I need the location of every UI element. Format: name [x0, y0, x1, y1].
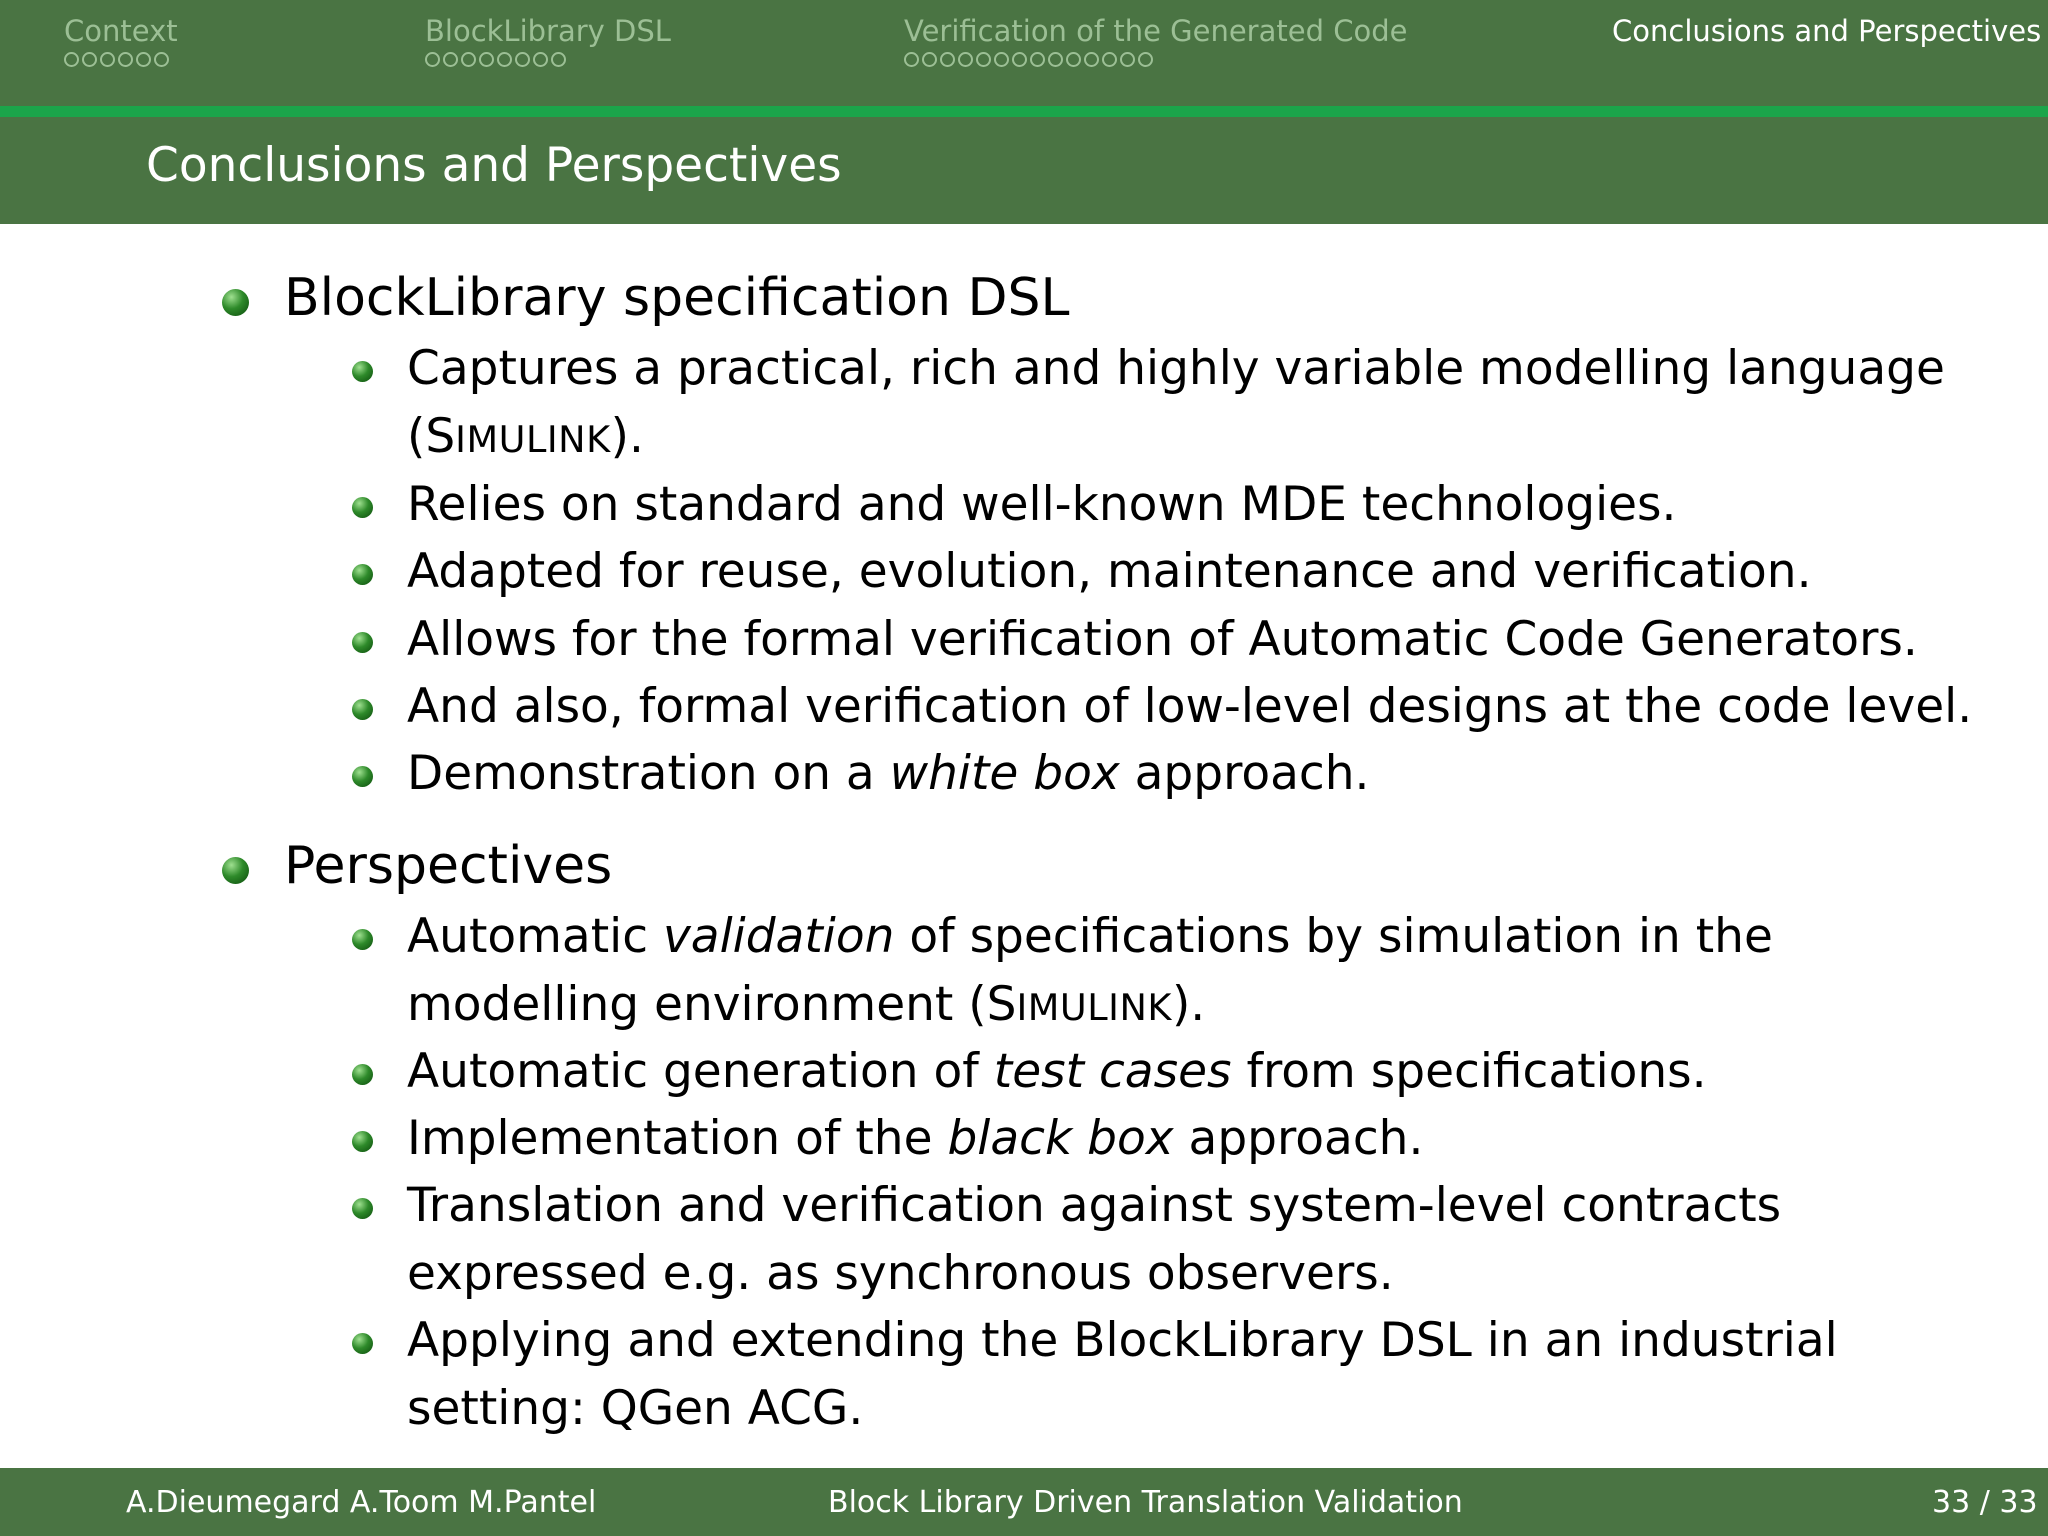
nav-section-label: Conclusions and Perspectives: [1612, 14, 2042, 48]
list-item: [407, 903, 1773, 1042]
text-segment: approach.: [1173, 1111, 1424, 1166]
nav-dot[interactable]: [1138, 52, 1153, 67]
nav-dot[interactable]: [479, 52, 494, 67]
nav-dot[interactable]: [1102, 52, 1117, 67]
nav-dot[interactable]: [1012, 52, 1027, 67]
list-item-line: Captures a practical, rich and highly variable modelling language: [407, 341, 1945, 396]
bullet-icon: [352, 1198, 373, 1219]
nav-dot[interactable]: [497, 52, 512, 67]
nav-dot[interactable]: [118, 52, 133, 67]
page-number: 33 / 33: [1932, 1485, 2038, 1520]
nav-dot[interactable]: [533, 52, 548, 67]
nav-dot[interactable]: [100, 52, 115, 67]
nav-dots: [425, 52, 671, 67]
nav-dot[interactable]: [425, 52, 440, 67]
list-item: [407, 1307, 1838, 1443]
bullet-icon: [352, 929, 373, 950]
nav-dot[interactable]: [136, 52, 151, 67]
nav-dots: [64, 52, 178, 67]
nav-section-blocklibrary-dsl[interactable]: [425, 14, 671, 67]
small-caps-text: IMULINK: [1016, 986, 1172, 1029]
emphasis-text: black box: [947, 1111, 1174, 1166]
nav-dot[interactable]: [515, 52, 530, 67]
bullet-icon: [352, 361, 373, 382]
nav-section-label: BlockLibrary DSL: [425, 14, 671, 48]
emphasis-text: test cases: [993, 1044, 1232, 1099]
list-item-line: [407, 971, 1773, 1042]
nav-dot[interactable]: [958, 52, 973, 67]
bullet-icon: [352, 1064, 373, 1085]
nav-dot[interactable]: [1048, 52, 1063, 67]
nav-section-label: Context: [64, 14, 178, 48]
list-item-line: setting: QGen ACG.: [407, 1381, 864, 1436]
list-item-line: [407, 403, 1945, 474]
bullet-icon: [222, 289, 249, 316]
nav-dot[interactable]: [461, 52, 476, 67]
list-item-line: [407, 903, 1773, 971]
footer-bar: [0, 1468, 2048, 1536]
bullet-icon: [352, 564, 373, 585]
text-segment: of specifications by simulation in the: [894, 909, 1773, 964]
bullet-icon: [352, 699, 373, 720]
text-segment: from specifications.: [1231, 1044, 1707, 1099]
nav-dot[interactable]: [551, 52, 566, 67]
nav-dot[interactable]: [976, 52, 991, 67]
small-caps-text: IMULINK: [455, 418, 611, 461]
bullet-icon: [352, 497, 373, 518]
emphasis-text: validation: [662, 909, 895, 964]
list-item: [407, 1105, 1423, 1173]
list-item: [407, 1172, 1781, 1308]
nav-dot[interactable]: [64, 52, 79, 67]
list-item: [407, 335, 1945, 474]
list-item: Relies on standard and well-known MDE technologies.: [407, 477, 1677, 532]
nav-dot[interactable]: [1120, 52, 1135, 67]
list-item: [407, 1038, 1707, 1106]
list-item: [407, 740, 1369, 808]
list-item-line: expressed e.g. as synchronous observers.: [407, 1246, 1394, 1301]
bullet-icon: [352, 766, 373, 787]
nav-dot[interactable]: [922, 52, 937, 67]
nav-dot[interactable]: [1030, 52, 1045, 67]
list-item: And also, formal verification of low-level designs at the code level.: [407, 679, 1973, 734]
bullet-icon: [352, 1131, 373, 1152]
nav-dot[interactable]: [1084, 52, 1099, 67]
list-item: Allows for the formal verification of Automatic Code Generators.: [407, 612, 1918, 667]
text-segment: Automatic generation of: [407, 1044, 994, 1099]
text-segment: ).: [1171, 977, 1206, 1032]
section-heading: Perspectives: [284, 836, 613, 896]
footer-talk-title: Block Library Driven Translation Validation: [828, 1485, 1463, 1520]
list-item-line: Translation and verification against system-level contracts: [407, 1178, 1782, 1233]
nav-dot[interactable]: [1066, 52, 1081, 67]
text-segment: Demonstration on a: [407, 746, 890, 801]
nav-dot[interactable]: [940, 52, 955, 67]
accent-divider: [0, 106, 2048, 117]
text-segment: Automatic: [407, 909, 663, 964]
list-item-line: Applying and extending the BlockLibrary DSL in an industrial: [407, 1313, 1838, 1368]
text-segment: Implementation of the: [407, 1111, 948, 1166]
section-heading: BlockLibrary specification DSL: [284, 268, 1070, 328]
nav-section-context[interactable]: [64, 14, 178, 67]
bullet-icon: [352, 632, 373, 653]
list-item: Adapted for reuse, evolution, maintenance and verification.: [407, 544, 1812, 599]
nav-section-label: Verification of the Generated Code: [904, 14, 1408, 48]
nav-section-conclusions[interactable]: [1612, 14, 2041, 48]
emphasis-text: white box: [889, 746, 1120, 801]
nav-dot[interactable]: [904, 52, 919, 67]
text-segment: ).: [610, 409, 644, 464]
nav-dot[interactable]: [82, 52, 97, 67]
slide-title: Conclusions and Perspectives: [146, 138, 842, 193]
nav-dot[interactable]: [154, 52, 169, 67]
text-segment: (S: [407, 409, 456, 464]
text-segment: approach.: [1119, 746, 1370, 801]
nav-dot[interactable]: [443, 52, 458, 67]
text-segment: modelling environment (S: [407, 977, 1017, 1032]
bullet-icon: [222, 857, 249, 884]
bullet-icon: [352, 1333, 373, 1354]
footer-authors: A.Dieumegard A.Toom M.Pantel: [126, 1485, 597, 1520]
nav-dots: [904, 52, 1407, 67]
nav-section-verification[interactable]: [904, 14, 1407, 67]
nav-dot[interactable]: [994, 52, 1009, 67]
